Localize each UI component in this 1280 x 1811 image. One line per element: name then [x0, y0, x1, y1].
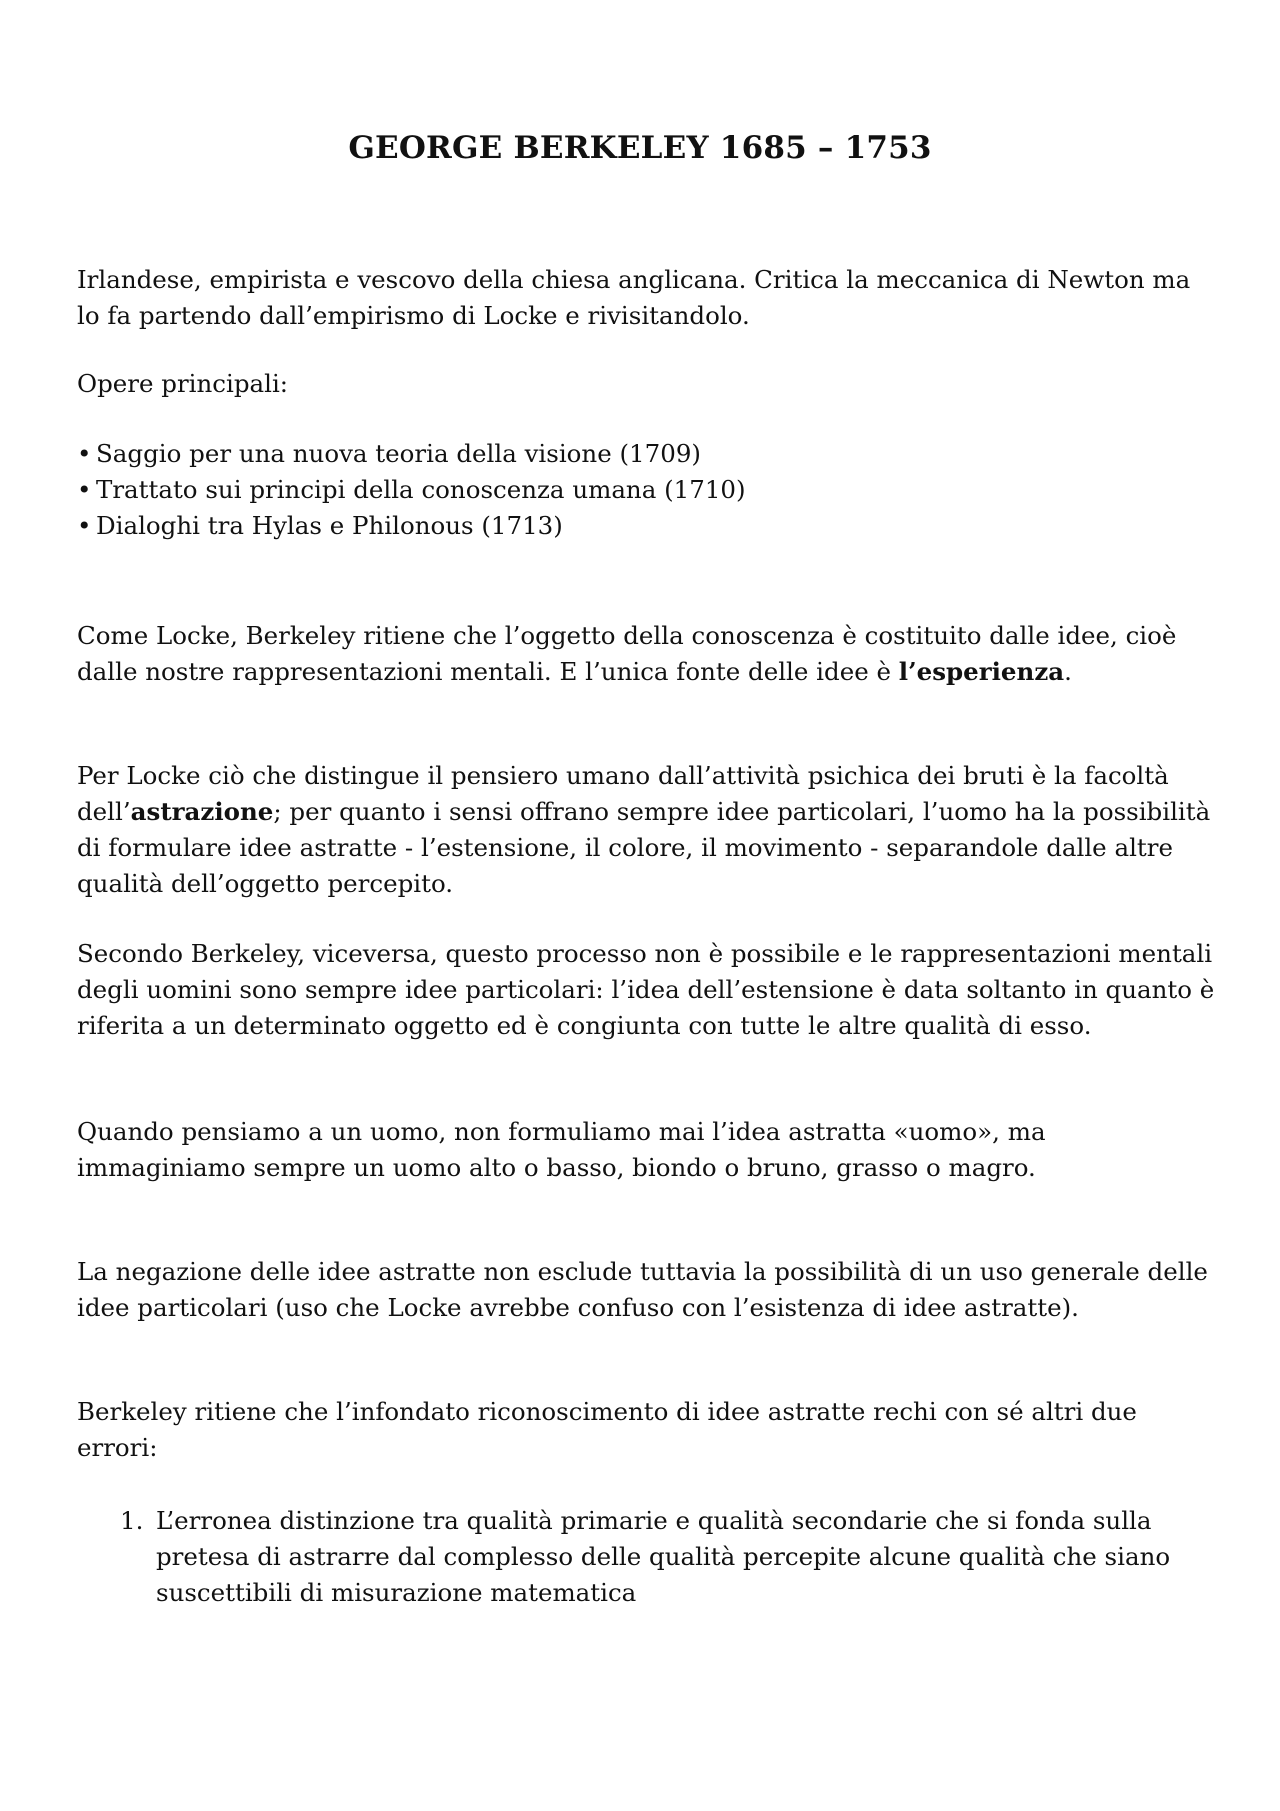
- errors-intro-paragraph: Berkeley ritiene che l’infondato riconoscimento di idee astratte rechi con sé altri due errori:: [77, 1397, 1137, 1462]
- work-title: Dialoghi tra Hylas e Philonous (1713): [96, 511, 563, 540]
- document-title: GEORGE BERKELEY 1685 – 1753: [348, 130, 932, 166]
- works-list: [77, 436, 1217, 544]
- experience-term: l’esperienza: [898, 657, 1065, 686]
- berkeley-view-paragraph: Secondo Berkeley, viceversa, questo processo non è possibile e le rappresentazioni mentali degli uomini sono sempre idee particolari: l’idea dell’estensione è data soltanto in quanto è riferita a un determinato oggetto ed è congiunta con tutte le altre qualità di esso.: [77, 939, 1215, 1040]
- list-number: 1.: [120, 1506, 144, 1535]
- work-title: Saggio per una nuova teoria della visione (1709): [96, 439, 701, 468]
- bullet-icon: •: [77, 511, 92, 540]
- errors-list: [120, 1503, 1220, 1611]
- work-title: Trattato sui principi della conoscenza umana (1710): [96, 475, 746, 504]
- knowledge-text-end: .: [1064, 657, 1072, 686]
- intro-paragraph: Irlandese, empirista e vescovo della chiesa anglicana. Critica la meccanica di Newton ma lo fa partendo dall’empirismo di Locke e rivisitandolo.: [77, 265, 1191, 330]
- list-item: [77, 508, 1217, 544]
- bullet-icon: •: [77, 439, 92, 468]
- list-item: [77, 472, 1217, 508]
- negation-paragraph: La negazione delle idee astratte non esclude tuttavia la possibilità di un uso generale delle idee particolari (uso che Locke avrebbe confuso con l’esistenza di idee astratte).: [77, 1257, 1208, 1322]
- bullet-icon: •: [77, 475, 92, 504]
- man-example-paragraph: Quando pensiamo a un uomo, non formuliamo mai l’idea astratta «uomo», ma immaginiamo sempre un uomo alto o basso, biondo o bruno, grasso o magro.: [77, 1117, 1046, 1182]
- works-heading: Opere principali:: [77, 369, 289, 398]
- abstraction-text: Per Locke ciò che distingue il pensiero umano dall’attività psichica dei bruti è la facoltà dell’: [77, 761, 1169, 826]
- list-item: [120, 1503, 1220, 1611]
- knowledge-paragraph: [77, 618, 1217, 690]
- abstraction-term: astrazione: [130, 797, 274, 826]
- abstraction-text-end: ; per quanto i sensi offrano sempre idee particolari, l’uomo ha la possibilità di formulare idee astratte - l’estensione, il colore, il movimento - separandole dalle altre qualità dell’oggetto percepito.: [77, 797, 1211, 898]
- abstraction-paragraph: [77, 758, 1217, 902]
- list-item: [77, 436, 1217, 472]
- knowledge-text: Come Locke, Berkeley ritiene che l’oggetto della conoscenza è costituito dalle idee, cioè dalle nostre rappresentazioni mentali. E l’unica fonte delle idee è: [77, 621, 1177, 686]
- error-text: L’erronea distinzione tra qualità primarie e qualità secondarie che si fonda sulla pretesa di astrarre dal complesso delle qualità percepite alcune qualità che siano suscettibili di misurazione matematica: [156, 1506, 1171, 1607]
